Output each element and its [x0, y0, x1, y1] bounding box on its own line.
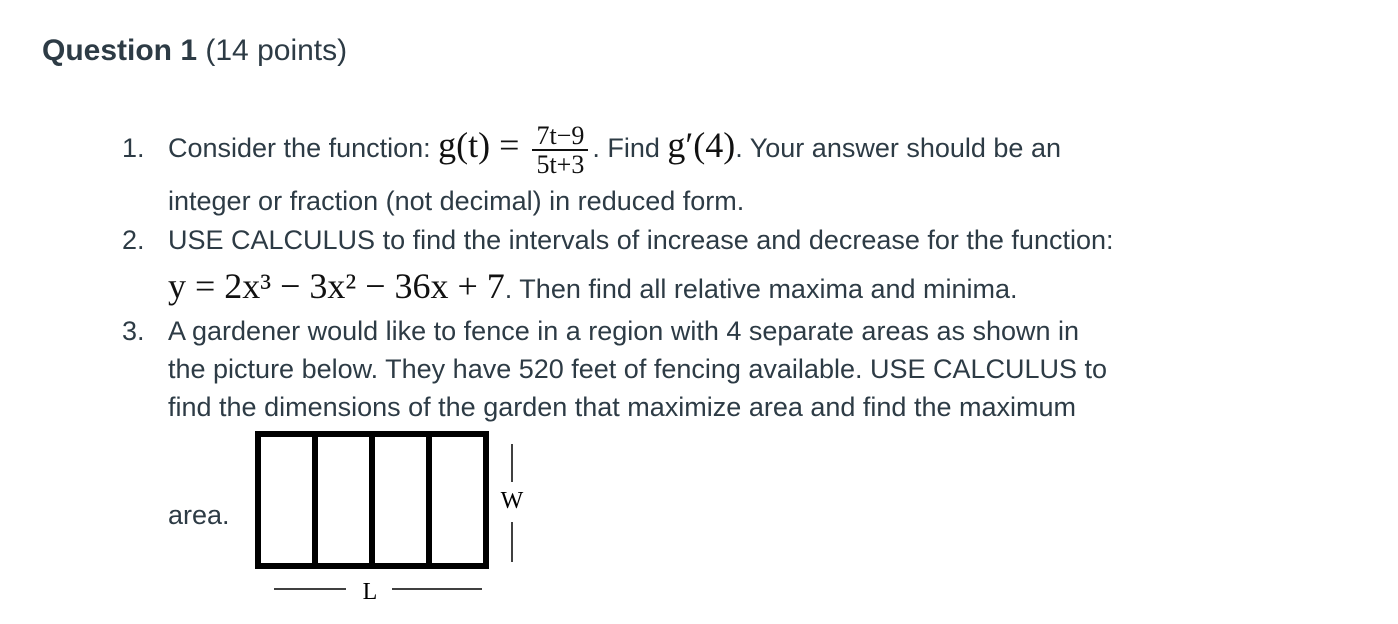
item-1-mid: . Find [592, 133, 668, 163]
fraction-numerator: 7t−9 [532, 122, 588, 151]
item-3-line-1: A gardener would like to fence in a region with 4 separate areas as shown in [168, 316, 1080, 346]
item-3-line-3: find the dimensions of the garden that maximize area and find the maximum [168, 392, 1076, 422]
item-1-find-expression: g′(4) [667, 125, 736, 165]
item-1-number: 1. [122, 133, 145, 163]
item-2-line-2 [168, 258, 1018, 317]
fraction-denominator: 5t+3 [536, 149, 585, 179]
garden-diagram [250, 426, 550, 606]
item-1-function: g(t) = [438, 125, 529, 165]
item-1-post: . Your answer should be an [735, 133, 1061, 163]
item-3-number: 3. [122, 316, 145, 346]
item-2-line-1: USE CALCULUS to find the intervals of increase and decrease for the function: [168, 225, 1114, 255]
item-1-line-1 [168, 110, 1061, 183]
item-3-line-4: area. [168, 500, 230, 530]
question-points: (14 points) [205, 34, 348, 67]
item-3-line-2: the picture below. They have 520 feet of fencing available. USE CALCULUS to [168, 354, 1108, 384]
width-label: W [500, 488, 524, 514]
item-1-fraction [532, 122, 588, 179]
item-2-number: 2. [122, 225, 145, 255]
item-2-equation: y = 2x³ − 3x² − 36x + 7 [168, 266, 505, 306]
item-1-line-2: integer or fraction (not decimal) in reduced form. [168, 186, 745, 216]
question-heading [42, 34, 347, 68]
question-title: Question 1 [42, 34, 198, 67]
length-label: L [362, 579, 378, 605]
item-2-post: . Then find all relative maxima and minima. [504, 274, 1018, 304]
item-1-pre: Consider the function: [168, 133, 439, 163]
